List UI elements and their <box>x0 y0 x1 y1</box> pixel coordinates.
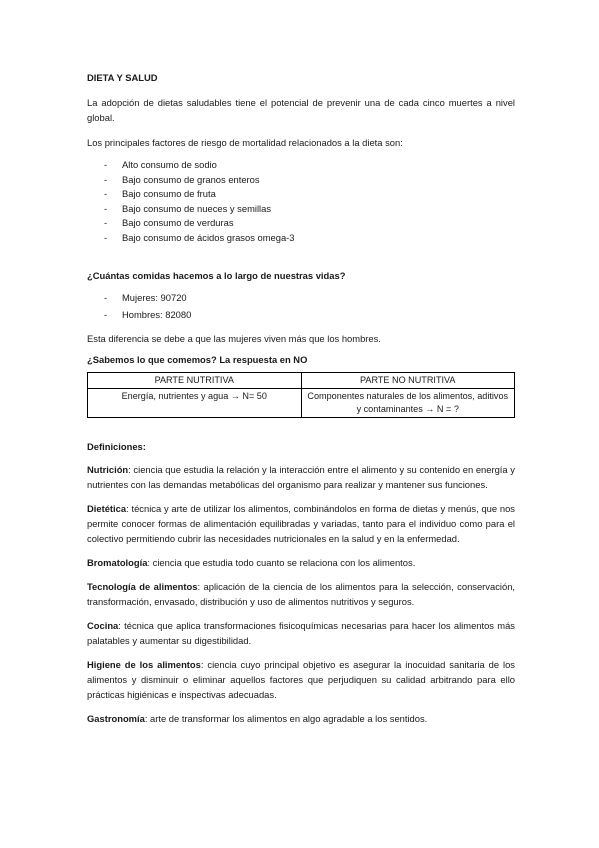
definition-item <box>87 462 515 492</box>
list-item: - Bajo consumo de granos enteros <box>87 173 515 188</box>
dash-bullet: - <box>104 292 108 303</box>
intro-paragraph: La adopción de dietas saludables tiene el potencial de prevenir una de cada cinco muertes a nivel global. <box>87 97 515 123</box>
definition-item <box>87 711 515 726</box>
definition-item <box>87 501 515 546</box>
list-item: - Hombres: 82080 <box>87 308 515 323</box>
definition-item <box>87 657 515 702</box>
definition-text: : arte de transformar los alimentos en algo agradable a los sentidos. <box>144 713 428 724</box>
definition-term: Gastronomía <box>87 713 145 724</box>
document-body <box>87 70 515 726</box>
definition-item <box>87 555 515 570</box>
definition-text: : ciencia que estudia la relación y la interacción entre el alimento y su contenido en energía y nutrientes con las demandas metabólicas del organismo para realizar y mantener sus funciones. <box>87 464 515 490</box>
definition-term: Nutrición <box>87 464 129 475</box>
meals-note: Esta diferencia se debe a que las mujeres viven más que los hombres. <box>87 333 381 344</box>
definition-text: : técnica que aplica transformaciones fisicoquímicas necesarias para hacer los alimentos más palatables y aumentar su digestibilidad. <box>87 620 515 646</box>
meals-question: ¿Cuántas comidas hacemos a lo largo de nuestras vidas? <box>87 270 346 281</box>
definition-text: : técnica y arte de utilizar los alimentos, combinándolos en forma de dietas y menús, que nos permite conocer formas de alimentación equilibradas y variadas, tanto para el individuo como para el colectivo permitiendo cubrir las necesidades nutricionales en la salud y en la enfermedad. <box>87 503 515 544</box>
table-cell: Energía, nutrientes y agua → N= 50 <box>88 389 302 418</box>
table-row <box>88 389 515 418</box>
definitions-heading: Definiciones: <box>87 441 146 452</box>
list-item: - Bajo consumo de fruta <box>87 187 515 202</box>
definition-text: : ciencia que estudia todo cuanto se relaciona con los alimentos. <box>147 557 416 568</box>
dash-bullet: - <box>104 217 108 228</box>
dash-bullet: - <box>104 173 108 185</box>
table-header: PARTE NUTRITIVA <box>88 373 302 389</box>
table-header: PARTE NO NUTRITIVA <box>301 373 515 389</box>
know-question: ¿Sabemos lo que comemos? La respuesta en NO <box>87 354 308 365</box>
list-item: - Mujeres: 90720 <box>87 291 515 306</box>
dash-bullet: - <box>104 188 108 199</box>
definition-text: : ciencia cuyo principal objetivo es asegurar la inocuidad sanitaria de los alimentos y disminuir o eliminar aquellos factores que perjudiquen su calidad arbitrando para ello prácticas higiénicas e inspectivas adecuadas. <box>87 659 515 700</box>
risk-factor-list <box>87 158 515 245</box>
definition-text: : aplicación de la ciencia de los alimentos para la selección, conservación, transformación, envasado, distribución y uso de alimentos nutritivos y seguros. <box>87 581 516 607</box>
list-item: - Bajo consumo de nueces y semillas <box>87 202 515 217</box>
nutritive-parts-table <box>87 372 515 418</box>
definition-term: Tecnología de alimentos <box>87 581 198 592</box>
definition-item <box>87 579 515 609</box>
meals-list <box>87 291 515 322</box>
dash-bullet: - <box>104 202 108 214</box>
definition-term: Dietética <box>87 503 127 514</box>
definition-term: Higiene de los alimentos <box>87 659 201 670</box>
dash-bullet: - <box>104 159 108 170</box>
definition-term: Cocina <box>87 620 119 631</box>
dash-bullet: - <box>104 308 108 320</box>
definition-item <box>87 618 515 648</box>
list-item: - Bajo consumo de ácidos grasos omega-3 <box>87 231 515 246</box>
document-title: DIETA Y SALUD <box>87 72 158 83</box>
risk-intro: Los principales factores de riesgo de mortalidad relacionados a la dieta son: <box>87 137 403 148</box>
list-item: - Alto consumo de sodio <box>87 158 515 173</box>
table-cell: Componentes naturales de los alimentos, aditivos y contaminantes → N = ? <box>301 389 515 418</box>
table-header-row <box>88 373 515 389</box>
dash-bullet: - <box>104 231 108 243</box>
list-item: - Bajo consumo de verduras <box>87 216 515 231</box>
definition-term: Bromatología <box>87 557 148 568</box>
